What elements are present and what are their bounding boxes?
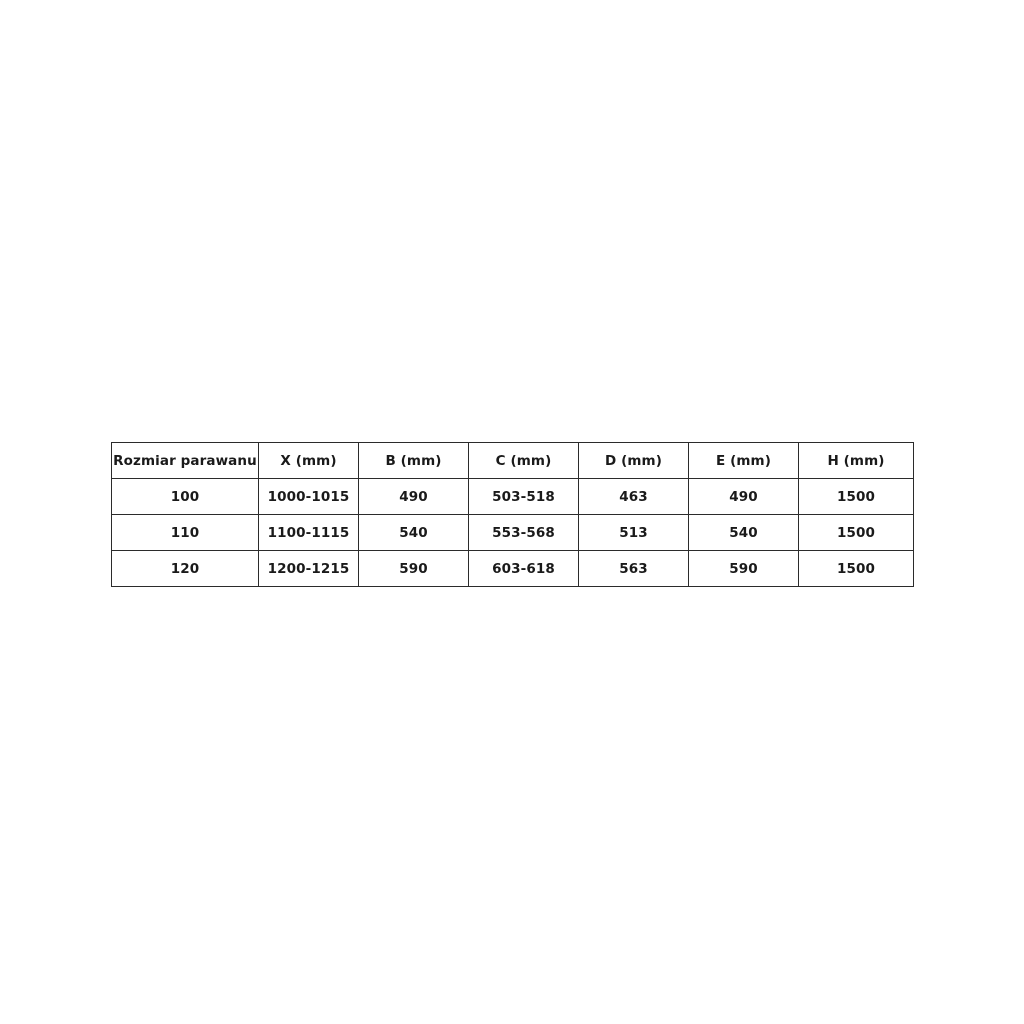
table-cell: 513 [579,515,689,551]
column-header-b: B (mm) [359,443,469,479]
column-header-c: C (mm) [469,443,579,479]
table-row [112,515,914,551]
table-row [112,479,914,515]
column-header-e: E (mm) [689,443,799,479]
column-header-d: D (mm) [579,443,689,479]
table-cell: 540 [689,515,799,551]
table-cell: 590 [359,551,469,587]
specification-table-container [111,442,913,587]
table-cell: 490 [689,479,799,515]
column-header-size: Rozmiar parawanu [112,443,259,479]
table-cell: 503-518 [469,479,579,515]
table-cell: 553-568 [469,515,579,551]
table-cell: 1000-1015 [259,479,359,515]
table-cell: 120 [112,551,259,587]
table-cell: 100 [112,479,259,515]
table-cell: 1500 [799,515,914,551]
table-cell: 540 [359,515,469,551]
table-cell: 463 [579,479,689,515]
column-header-x: X (mm) [259,443,359,479]
table-cell: 490 [359,479,469,515]
table-cell: 603-618 [469,551,579,587]
column-header-h: H (mm) [799,443,914,479]
table-cell: 590 [689,551,799,587]
table-cell: 1500 [799,479,914,515]
table-header-row [112,443,914,479]
table-row [112,551,914,587]
table-cell: 1500 [799,551,914,587]
table-cell: 110 [112,515,259,551]
specification-table [111,442,914,587]
table-body [112,479,914,587]
table-cell: 563 [579,551,689,587]
table-cell: 1100-1115 [259,515,359,551]
table-header [112,443,914,479]
table-cell: 1200-1215 [259,551,359,587]
